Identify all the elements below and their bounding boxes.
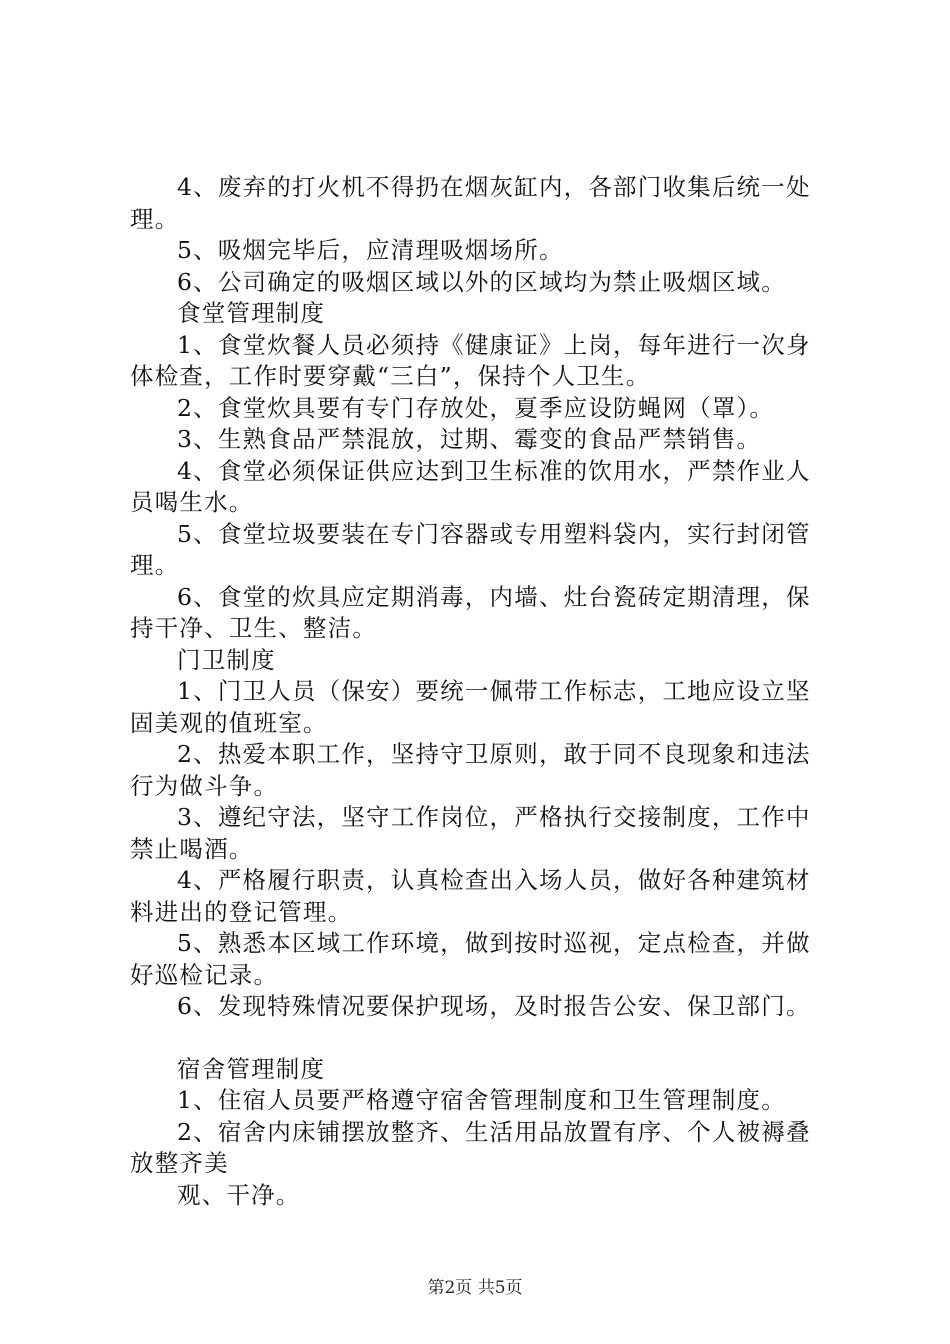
section-title-dorm: 宿舍管理制度 [177,1054,326,1083]
blank-line [130,1023,830,1054]
section-title-guard: 门卫制度 [177,645,276,674]
paragraph: 6、发现特殊情况要保护现场，及时报告公安、保卫部门。 [177,992,811,1020]
paragraph: 1、住宿人员要严格遵守宿舍管理制度和卫生管理制度。 [177,1086,786,1114]
paragraph: 3、遵纪守法，坚守工作岗位，严格执行交接制度，工作中禁止喝酒。 [130,803,811,863]
paragraph: 2、食堂炊具要有专门存放处，夏季应设防蝇网（罩）。 [177,393,775,422]
paragraph: 4、食堂必须保证供应达到卫生标准的饮用水，严禁作业人员喝生水。 [130,456,811,516]
paragraph: 5、食堂垃圾要装在专门容器或专用塑料袋内，实行封闭管理。 [130,519,811,579]
page-number-footer: 第2页 共5页 [427,1278,523,1298]
paragraph: 6、食堂的炊具应定期消毒，内墙、灶台瓷砖定期清理，保持干净、卫生、整洁。 [130,582,811,642]
paragraph: 观、干净。 [177,1180,301,1209]
paragraph: 2、热爱本职工作，坚持守卫原则，敢于同不良现象和违法行为做斗争。 [130,740,811,800]
document-body [130,172,830,1211]
paragraph: 5、熟悉本区域工作环境，做到按时巡视，定点检查，并做好巡检记录。 [130,929,811,989]
paragraph: 2、宿舍内床铺摆放整齐、生活用品放置有序、个人被褥叠放整齐美 [130,1117,811,1177]
paragraph: 3、生熟食品严禁混放，过期、霉变的食品严禁销售。 [177,425,762,453]
section-title-canteen: 食堂管理制度 [177,299,326,327]
paragraph: 1、食堂炊餐人员必须持《健康证》上岗，每年进行一次身体检查，工作时要穿戴“三白”，保持个人卫生。 [130,330,811,390]
paragraph: 6、公司确定的吸烟区域以外的区域均为禁止吸烟区域。 [177,267,786,296]
paragraph: 5、吸烟完毕后，应清理吸烟场所。 [177,236,564,264]
paragraph: 1、门卫人员（保安）要统一佩带工作标志，工地应设立坚固美观的值班室。 [130,677,811,737]
paragraph: 4、严格履行职责，认真检查出入场人员，做好各种建筑材料进出的登记管理。 [130,866,811,926]
paragraph: 4、废弃的打火机不得扔在烟灰缸内，各部门收集后统一处理。 [130,173,811,233]
